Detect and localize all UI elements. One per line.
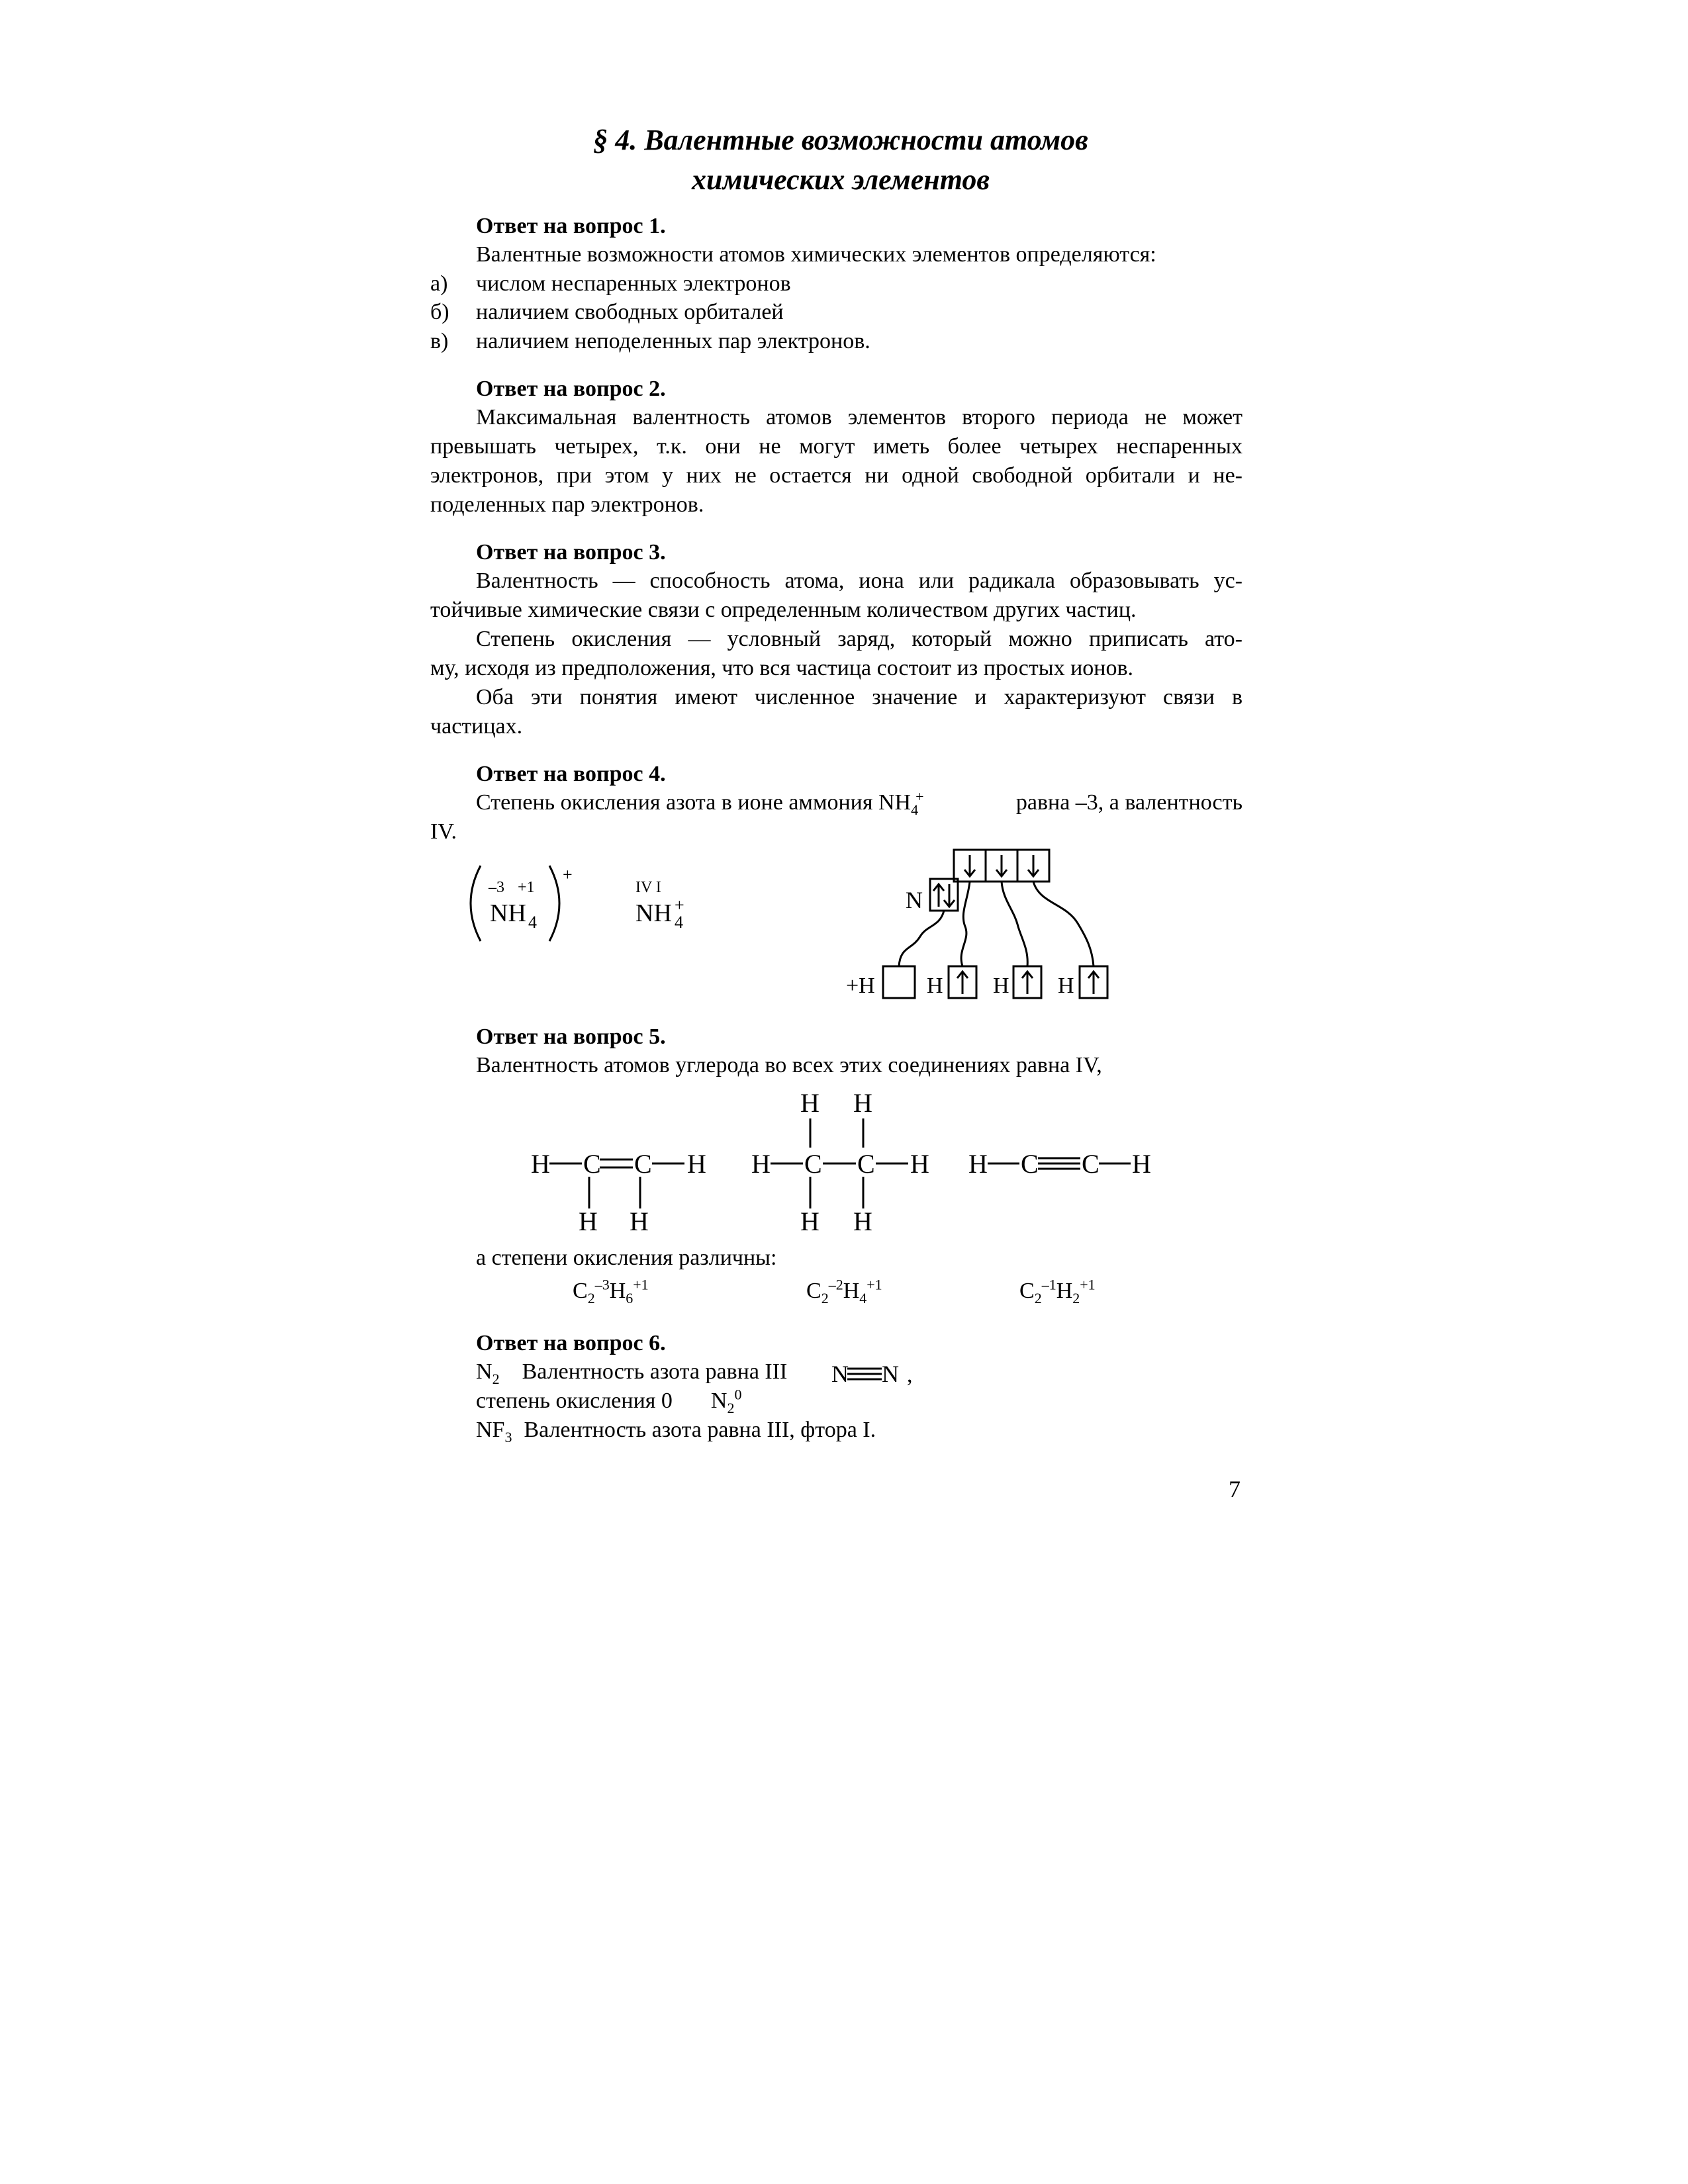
h-label: H [1058, 974, 1074, 998]
atom-h: H [968, 1149, 988, 1179]
h-sub: 4 [859, 1289, 867, 1306]
nh-symbol: NH [635, 899, 672, 927]
nh4-oxidation-formula [463, 860, 596, 946]
n2-symbol: N [710, 1388, 727, 1413]
q3-line: Оба эти понятия имеют численное значение и характеризуют связи в [476, 685, 1243, 709]
empty-h-orbital-box [883, 966, 915, 998]
atom-c: C [857, 1149, 875, 1179]
s-orbital-box [930, 879, 958, 911]
q1-item-marker: а) [430, 271, 448, 296]
q1-item-marker: в) [430, 329, 449, 353]
q4-line1 [476, 788, 1243, 818]
atom-h: H [751, 1149, 771, 1179]
q2-line: электронов, при этом у них не остается ни одной свободной орбитали и не- [430, 463, 1243, 488]
arrow-down-icon [996, 855, 1007, 876]
atom-h: H [853, 1206, 872, 1236]
q2-line: превышать четырех, т.к. они не могут иметь более четырех неспаренных [430, 434, 1243, 459]
q3-heading: Ответ на вопрос 3. [476, 540, 666, 565]
n2-sup: 0 [734, 1386, 742, 1403]
q3-line: Степень окисления — условный заряд, который можно приписать ато- [476, 627, 1243, 651]
q2-line: поделенных пар электронов. [430, 492, 704, 517]
nh4-orbital-diagram [827, 841, 1132, 1013]
arrow-down-icon [964, 855, 975, 876]
ox-h-label: +1 [518, 879, 535, 896]
arrow-down-icon [944, 884, 955, 907]
ethylene-oxidation-formula: $C_2^{-2}H_4^{+1}$ [806, 1276, 882, 1306]
q1-item-text: наличием неподеленных пар электронов. [476, 329, 870, 353]
q4-line1-sub: 4 [911, 801, 919, 818]
q4-line1-b: равна –3, а валентность [1015, 790, 1243, 815]
atom-h: H [531, 1149, 550, 1179]
atom-h: H [853, 1088, 872, 1118]
q1-intro: Валентные возможности атомов химических элементов определяются: [476, 242, 1156, 267]
q1-item-text: наличием свободных орбиталей [476, 300, 784, 324]
q6-heading: Ответ на вопрос 6. [476, 1331, 666, 1355]
section-title-line1: § 4. Валентные возможности атомов [593, 124, 1088, 156]
atom-n: N [831, 1361, 849, 1387]
acetylene-oxidation-formula: $C_2^{-1}H_2^{+1}$ [1019, 1276, 1096, 1306]
q3-line: частицах. [430, 714, 523, 739]
h-sub: 6 [626, 1289, 633, 1306]
comma: , [907, 1363, 913, 1387]
bond-line [899, 911, 944, 966]
c-sub: 2 [821, 1289, 829, 1306]
ion-charge: + [563, 865, 573, 884]
n2-symbol: N [476, 1359, 492, 1384]
nh-symbol: NH [490, 899, 526, 927]
h-plus-label: +H [846, 974, 875, 998]
n2-sub: 2 [727, 1399, 735, 1416]
atom-c: C [634, 1149, 652, 1179]
atom-c: C [1021, 1149, 1039, 1179]
carbon-structural-formulas [516, 1085, 1165, 1238]
q4-line1-sup: + [915, 788, 924, 805]
h-sup: +1 [1080, 1276, 1096, 1293]
ox-n-label: –3 [489, 879, 504, 896]
q3-line: тойчивые химические связи с определенным количеством других частиц. [430, 598, 1137, 622]
ethane-oxidation-formula: $C_2^{-3}H_6^{+1}$ [573, 1276, 649, 1306]
atom-h: H [687, 1149, 706, 1179]
nh-sub: 4 [675, 913, 683, 932]
nf3-valence-text: Валентность азота равна III, фтора I. [524, 1418, 876, 1442]
q1-item-text: числом неспаренных электронов [476, 271, 791, 296]
q3-line: му, исходя из предположения, что вся частица состоит из простых ионов. [430, 656, 1134, 680]
atom-h: H [630, 1206, 649, 1236]
q5-intro: Валентность атомов углерода во всех этих соединениях равна IV, [476, 1053, 1102, 1077]
q4-line1-a: Степень окисления азота в ионе аммония NH [476, 790, 912, 815]
nh4-valence-formula [632, 860, 712, 940]
atom-c: C [583, 1149, 601, 1179]
q6-nf3-line [476, 1418, 876, 1443]
n-label: N [906, 887, 923, 913]
atom-h: H [1132, 1149, 1151, 1179]
q2-line: Максимальная валентность атомов элементов второго периода не может [476, 405, 1243, 430]
q2-heading: Ответ на вопрос 2. [476, 377, 666, 401]
atom-c: C [1082, 1149, 1100, 1179]
q6-n2-ox-line [476, 1388, 741, 1414]
n2-ox-text: степень окисления 0 [476, 1388, 673, 1413]
page-number: 7 [1229, 1476, 1241, 1502]
ion-charge: + [675, 895, 684, 915]
arrow-up-icon [957, 972, 968, 994]
n2-triple-bond-structure [831, 1357, 917, 1390]
q4-line2: IV. [430, 819, 457, 844]
arrow-down-icon [1028, 855, 1039, 876]
left-bracket [471, 866, 481, 941]
c-sup: –2 [828, 1276, 843, 1293]
bond-line [1002, 882, 1027, 966]
arrow-up-icon [933, 884, 944, 907]
q3-line: Валентность — способность атома, иона или радикала образовывать ус- [476, 569, 1243, 593]
q4-heading: Ответ на вопрос 4. [476, 762, 666, 786]
valence-labels: IV I [635, 879, 661, 896]
h-sup: +1 [633, 1276, 649, 1293]
c-sub: 2 [1034, 1289, 1042, 1306]
c-sub: 2 [587, 1289, 595, 1306]
bond-line [961, 882, 970, 966]
q6-n2-line [476, 1359, 787, 1385]
atom-h: H [579, 1206, 598, 1236]
q5-ox-intro: а степени окисления различны: [476, 1246, 777, 1270]
c-sup: –1 [1041, 1276, 1056, 1293]
h-sup: +1 [867, 1276, 882, 1293]
atom-c: C [804, 1149, 822, 1179]
arrow-up-icon [1088, 972, 1099, 994]
q1-item-marker: б) [430, 300, 449, 324]
section-title-line2: химических элементов [691, 163, 990, 196]
atom-h: H [800, 1088, 820, 1118]
nf3-sub: 3 [504, 1428, 512, 1445]
h-sub: 2 [1072, 1289, 1080, 1306]
atom-h: H [910, 1149, 929, 1179]
right-bracket [549, 866, 559, 941]
nh-sub: 4 [528, 913, 537, 932]
h-label: H [927, 974, 943, 998]
q1-heading: Ответ на вопрос 1. [476, 214, 666, 238]
bond-line [1033, 882, 1094, 966]
arrow-up-icon [1022, 972, 1033, 994]
h-label: H [993, 974, 1009, 998]
n2-valence-text: Валентность азота равна III [522, 1359, 788, 1384]
atom-n: N [882, 1361, 899, 1387]
nf3-symbol: NF [476, 1418, 505, 1442]
q5-heading: Ответ на вопрос 5. [476, 1024, 666, 1049]
c-sup: –3 [594, 1276, 610, 1293]
atom-h: H [800, 1206, 820, 1236]
n2-sub: 2 [492, 1370, 500, 1387]
